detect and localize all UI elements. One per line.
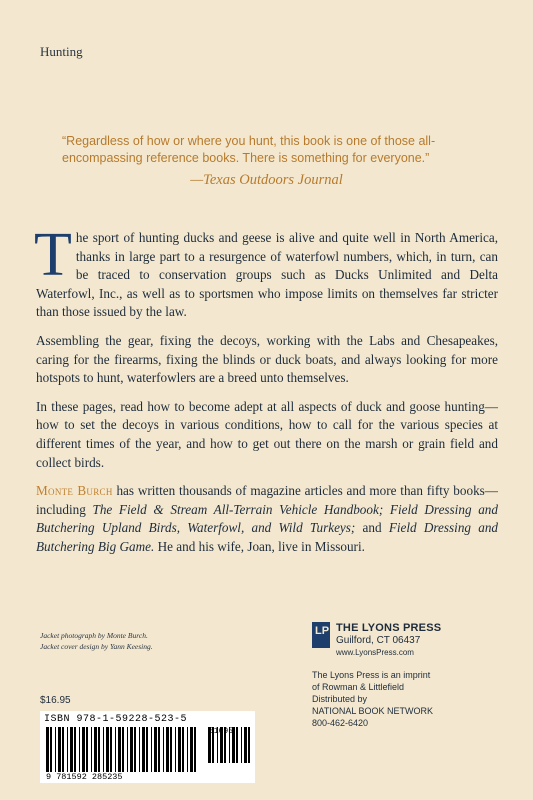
barcode-bar [98,727,100,772]
price: $16.95 [40,695,71,706]
barcode-box [40,711,255,783]
barcode-bar [142,727,145,772]
barcode-bar [50,727,52,772]
barcode-bar [244,727,247,763]
review-quote: “Regardless of how or where you hunt, this book is one of those all-encompassing reference books. There is something for everyone.” [62,134,436,165]
barcode-bar [127,727,128,772]
barcode-bar [146,727,148,772]
publisher-url: www.LyonsPress.com [336,648,414,657]
barcode-bar [175,727,176,772]
barcode-bar [178,727,181,772]
barcode-bar [94,727,97,772]
barcode-bar [236,727,238,763]
paragraph-3: In these pages, read how to become adept at all aspects of duck and goose hunting—how to set the decoys in various conditions, how to call for the various species at different times of the year, and how to get out there on the marsh or grain field and collect birds. [36,398,498,470]
barcode-bar [163,727,164,772]
paragraph-1 [34,221,498,322]
barcode-bar [134,727,136,772]
barcode-bar [110,727,112,772]
bio-book-title-2: Field Dressing and Butchering Big Game. [36,520,499,554]
barcode-bar [190,727,193,772]
barcode-digits: 9 781592 285235 [46,772,123,782]
barcode-bar [241,727,242,763]
barcode-bar [62,727,64,772]
barcode-bar [170,727,172,772]
drop-cap: T [34,221,72,289]
paragraph-2: Assembling the gear, fixing the decoys, working with the Labs and Chesapeakes, caring for the firearms, fixing the blinds or duck boats, and always looking for more hotspots to hunt, waterfowlers are a breed unto themselves. [36,332,498,386]
body-text [34,221,499,567]
barcode-bar [58,727,61,772]
barcode-bar [67,727,68,772]
barcode-bar [248,727,250,763]
barcode-bar [82,727,85,772]
logo-letters: LP [315,625,330,637]
publisher-logo-icon [312,622,330,648]
barcode-bar [187,727,188,772]
imprint-line: Distributed by [312,694,368,704]
barcode-bar [194,727,196,772]
barcode-bar [115,727,116,772]
isbn-text: ISBN 978-1-59228-523-5 [44,714,188,725]
imprint-line: The Lyons Press is an imprint [312,670,431,680]
bio-text-1: has written thousands of magazine articles and more than fifty books—including [36,483,498,517]
author-bio [36,482,498,556]
photo-credit: Jacket photograph by Monte Burch. [40,631,148,640]
barcode-bar [91,727,92,772]
barcode-bar [70,727,73,772]
imprint-info [312,669,433,729]
barcode-bar [151,727,152,772]
barcode-bar [154,727,157,772]
bio-text-2: and [355,520,389,536]
barcode-bar [46,727,49,772]
barcode-bar [106,727,109,772]
category-label: Hunting [40,44,83,59]
imprint-line: of Rowman & Littlefield [312,682,405,692]
barcode-bar [118,727,121,772]
bio-text-3: He and his wife, Joan, live in Missouri. [154,538,365,554]
publisher-name: THE LYONS PRESS [336,622,442,634]
barcode-bar [86,727,88,772]
barcode-bar [182,727,184,772]
barcode-bar [166,727,169,772]
barcode-bar [158,727,160,772]
add-on-digits: 51695 [209,727,234,736]
design-credit: Jacket cover design by Yann Keesing. [40,642,153,651]
publisher-city: Guilford, CT 06437 [336,635,421,646]
barcode-bar [55,727,56,772]
barcode-bar [103,727,104,772]
imprint-line: NATIONAL BOOK NETWORK [312,706,434,716]
barcode-bar [139,727,140,772]
paragraph-1-text: he sport of hunting ducks and geese is alive and quite well in North America, thanks in large part to a resurgence of waterfowl numbers, which, in turn, can be traced to conservation groups such as Ducks Unlimited and Delta Waterfowl, Inc., as well as to sportsmen who impose limits on themselves far stricter than those issued by the law. [36,230,498,320]
publisher-block [336,622,441,659]
jacket-credits [40,630,153,652]
bio-book-titles-1: The Field & Stream All-Terrain Vehicle Handbook; Field Dressing and Butchering Upland Birds, Waterfowl, and Wild Turkeys; [36,501,498,536]
barcode-bar [79,727,80,772]
imprint-line: 800-462-6420 [312,718,369,728]
barcode-bar [74,727,76,772]
barcode-bar [122,727,124,772]
author-name: Monte Burch [36,483,113,499]
barcode-bar [130,727,133,772]
quote-attribution: —Texas Outdoors Journal [190,172,343,188]
